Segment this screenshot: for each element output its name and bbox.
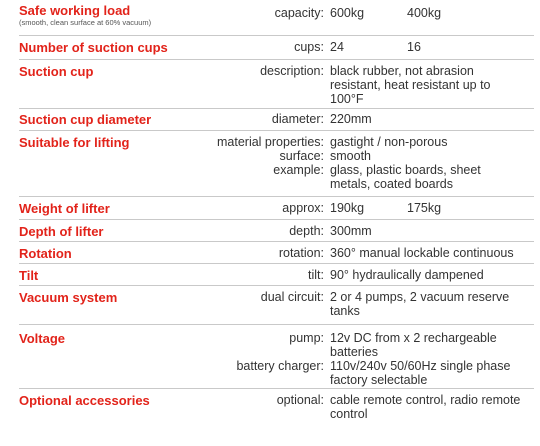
spec-row-number-of-suction-cups bbox=[19, 36, 534, 60]
row-heading bbox=[19, 64, 195, 107]
spec-line bbox=[195, 201, 534, 215]
spec-line bbox=[195, 64, 534, 106]
spec-value: 220mm bbox=[330, 112, 372, 126]
spec-line bbox=[195, 290, 534, 318]
spec-value-line: factory selectable bbox=[330, 373, 428, 387]
row-title: Weight of lifter bbox=[19, 201, 110, 216]
spec-key: rotation: bbox=[278, 246, 324, 260]
row-title: Suction cup bbox=[19, 64, 94, 79]
spec-value bbox=[330, 64, 534, 106]
spec-value bbox=[330, 331, 534, 359]
row-heading bbox=[19, 135, 195, 195]
row-specs bbox=[195, 331, 534, 387]
row-title: Safe working load bbox=[19, 3, 131, 18]
spec-line bbox=[195, 331, 534, 359]
row-title: Suction cup diameter bbox=[19, 112, 152, 127]
spec-line bbox=[195, 224, 534, 238]
spec-value-line: control bbox=[330, 407, 368, 421]
spec-line bbox=[195, 40, 534, 54]
spec-value bbox=[330, 201, 534, 215]
spec-row-weight-of-lifter bbox=[19, 197, 534, 220]
spec-key: diameter: bbox=[271, 112, 324, 126]
spec-value-a: 24 bbox=[330, 40, 344, 54]
row-title: Suitable for lifting bbox=[19, 135, 130, 150]
row-heading bbox=[19, 3, 195, 34]
spec-line bbox=[195, 135, 534, 149]
spec-value-b: 175kg bbox=[407, 201, 442, 215]
spec-value bbox=[330, 290, 534, 318]
spec-value-line: glass, plastic boards, sheet bbox=[330, 163, 481, 177]
spec-value: 90° hydraulically dampened bbox=[330, 268, 484, 282]
row-title: Vacuum system bbox=[19, 290, 118, 305]
spec-line bbox=[195, 163, 534, 191]
spec-row-voltage bbox=[19, 325, 534, 389]
spec-key: battery charger: bbox=[236, 359, 324, 373]
row-specs bbox=[195, 201, 534, 218]
spec-row-depth-of-lifter bbox=[19, 220, 534, 242]
spec-value-a: 600kg bbox=[330, 6, 365, 20]
spec-key: tilt: bbox=[308, 268, 324, 282]
row-note: (smooth, clean surface at 60% vacuum) bbox=[19, 18, 152, 27]
spec-key: cups: bbox=[294, 40, 324, 54]
row-specs bbox=[195, 224, 534, 240]
spec-value bbox=[330, 359, 534, 387]
spec-row-suitable-for-lifting bbox=[19, 131, 534, 197]
spec-key: surface: bbox=[279, 149, 324, 163]
spec-row-safe-working-load bbox=[19, 2, 534, 36]
row-heading bbox=[19, 201, 195, 218]
spec-row-vacuum-system bbox=[19, 286, 534, 325]
row-specs bbox=[195, 268, 534, 284]
row-specs bbox=[195, 40, 534, 58]
spec-value: 300mm bbox=[330, 224, 372, 238]
row-specs bbox=[195, 3, 534, 34]
row-title: Optional accessories bbox=[19, 393, 150, 408]
spec-row-suction-cup-diameter bbox=[19, 109, 534, 131]
spec-value bbox=[330, 393, 534, 421]
spec-line bbox=[195, 6, 534, 20]
spec-value-line: 110v/240v 50/60Hz single phase bbox=[330, 359, 511, 373]
row-heading bbox=[19, 331, 195, 387]
row-heading bbox=[19, 290, 195, 323]
spec-value-line: resistant, heat resistant up to bbox=[330, 78, 491, 92]
spec-line bbox=[195, 246, 534, 260]
row-heading bbox=[19, 40, 195, 58]
spec-key: material properties: bbox=[217, 135, 324, 149]
spec-value-b: 16 bbox=[407, 40, 421, 54]
spec-key: dual circuit: bbox=[260, 290, 324, 304]
spec-key: optional: bbox=[276, 393, 324, 407]
spec-line bbox=[195, 112, 534, 126]
spec-value-line: cable remote control, radio remote bbox=[330, 393, 521, 407]
spec-value-line: metals, coated boards bbox=[330, 177, 453, 191]
spec-value: 360° manual lockable continuous bbox=[330, 246, 514, 260]
spec-value-b: 400kg bbox=[407, 6, 442, 20]
spec-row-optional-accessories bbox=[19, 389, 534, 425]
spec-line bbox=[195, 268, 534, 282]
spec-line bbox=[195, 149, 534, 163]
spec-row-suction-cup bbox=[19, 60, 534, 109]
spec-key: approx: bbox=[282, 201, 324, 215]
spec-line bbox=[195, 359, 534, 387]
row-specs bbox=[195, 64, 534, 107]
row-specs bbox=[195, 393, 534, 424]
spec-value: smooth bbox=[330, 149, 371, 163]
spec-value bbox=[330, 6, 534, 20]
row-title: Depth of lifter bbox=[19, 224, 104, 239]
spec-key: description: bbox=[260, 64, 324, 78]
spec-row-tilt bbox=[19, 264, 534, 286]
row-specs bbox=[195, 246, 534, 262]
row-title: Tilt bbox=[19, 268, 39, 283]
row-specs bbox=[195, 112, 534, 129]
row-heading bbox=[19, 393, 195, 424]
spec-value-line: batteries bbox=[330, 345, 378, 359]
spec-key: capacity: bbox=[274, 6, 324, 20]
row-title: Number of suction cups bbox=[19, 40, 168, 55]
row-title: Rotation bbox=[19, 246, 72, 261]
row-specs bbox=[195, 290, 534, 323]
spec-value-a: 190kg bbox=[330, 201, 365, 215]
row-heading bbox=[19, 246, 195, 262]
spec-value-line: 2 or 4 pumps, 2 vacuum reserve bbox=[330, 290, 510, 304]
row-heading bbox=[19, 224, 195, 240]
spec-value-line: black rubber, not abrasion bbox=[330, 64, 474, 78]
spec-value-line: 12v DC from x 2 rechargeable bbox=[330, 331, 497, 345]
spec-value-line: 100°F bbox=[330, 92, 364, 106]
row-title: Voltage bbox=[19, 331, 65, 346]
row-specs bbox=[195, 135, 534, 195]
spec-value: gastight / non-porous bbox=[330, 135, 448, 149]
spec-value-line: tanks bbox=[330, 304, 360, 318]
row-heading bbox=[19, 112, 195, 129]
spec-key: depth: bbox=[289, 224, 324, 238]
spec-key: pump: bbox=[289, 331, 324, 345]
row-heading bbox=[19, 268, 195, 284]
spec-value bbox=[330, 40, 534, 54]
spec-key: example: bbox=[273, 163, 324, 177]
spec-line bbox=[195, 393, 534, 421]
spec-value bbox=[330, 163, 534, 191]
spec-row-rotation bbox=[19, 242, 534, 264]
